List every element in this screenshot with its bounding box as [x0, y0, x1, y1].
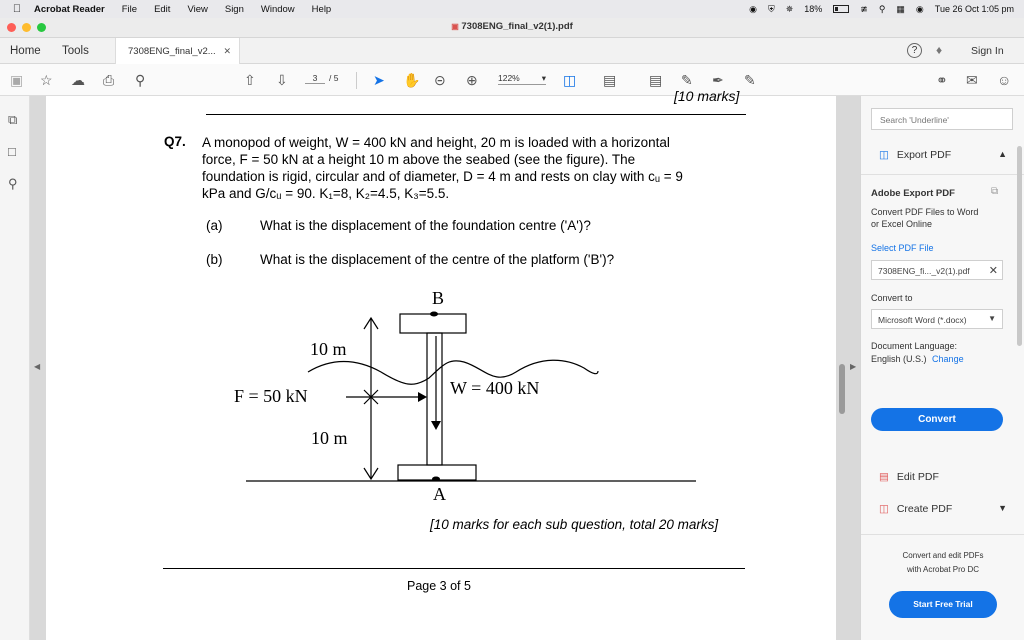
hand-tool-icon[interactable]: ✋ — [403, 72, 421, 88]
figure-label-b: B — [432, 288, 445, 308]
convert-button[interactable]: Convert — [871, 408, 1003, 431]
marks-note: [10 marks for each sub question, total 20 marks] — [430, 517, 719, 532]
draw-icon[interactable]: ✒ — [712, 72, 724, 88]
clock-datetime[interactable]: Tue 26 Oct 1:05 pm — [934, 4, 1014, 14]
edit-pdf-label: Edit PDF — [896, 471, 939, 483]
sign-in-link[interactable]: Sign In — [971, 45, 1004, 57]
adobe-export-title: Adobe Export PDF — [871, 188, 955, 199]
bookmark-star-icon[interactable]: ☆ — [40, 72, 53, 88]
battery-percent: 18% — [804, 4, 823, 14]
tab-tools[interactable]: Tools — [62, 45, 89, 57]
collapse-left-panel-icon[interactable]: ◀ — [34, 362, 41, 371]
convert-to-value: Microsoft Word (*.docx) — [878, 315, 967, 325]
zoom-level-value: 122% — [498, 73, 520, 83]
tab-home[interactable]: Home — [10, 45, 41, 57]
document-viewer[interactable] — [30, 88, 860, 640]
left-rail — [0, 96, 30, 640]
convert-to-select[interactable] — [871, 309, 1003, 329]
figure-upper-height: 10 m — [310, 339, 347, 359]
apple-menu-icon[interactable] — [0, 3, 34, 15]
promo-divider — [861, 534, 1024, 535]
force-arrowhead — [418, 392, 427, 402]
sub-question-b-label: (b) — [206, 252, 223, 267]
wifi-icon[interactable]: ≇ — [860, 3, 868, 14]
remove-file-icon[interactable]: ✕ — [988, 265, 998, 277]
promo-line-2: with Acrobat Pro DC — [906, 565, 980, 574]
close-tab-icon[interactable]: ✕ — [223, 45, 231, 56]
main-toolbar — [0, 64, 1024, 96]
toolbar-divider — [356, 72, 357, 89]
menu-help[interactable]: Help — [311, 3, 332, 15]
total-pages: / 5 — [329, 73, 339, 83]
convert-description-1: Convert PDF Files to Word — [871, 207, 979, 217]
search-tools-input[interactable] — [871, 108, 1013, 130]
page-fit-icon[interactable]: ◫ — [563, 72, 577, 88]
bluetooth-icon[interactable]: ✵ — [785, 3, 794, 14]
sub-question-a-label: (a) — [206, 218, 223, 233]
siri-icon[interactable]: ◉ — [915, 3, 924, 14]
pdf-file-icon: ▣ — [451, 22, 459, 31]
zoom-search-icon[interactable]: ⚲ — [135, 72, 146, 88]
window-titlebar — [0, 18, 1024, 38]
edit-pdf-icon: ▤ — [879, 471, 889, 483]
export-info-icon: ⧉ — [991, 186, 999, 197]
zoom-level-select[interactable] — [498, 73, 546, 85]
menu-edit[interactable]: Edit — [154, 3, 171, 15]
monopod-figure — [46, 96, 836, 516]
question-line-2: force, F = 50 kN at a height 10 m above the seabed (see the figure). The — [202, 152, 636, 167]
figure-lower-height: 10 m — [311, 428, 348, 448]
point-b-marker — [430, 312, 438, 317]
convert-to-label: Convert to — [871, 293, 913, 303]
page-footer: Page 3 of 5 — [407, 579, 471, 593]
comment-icon[interactable]: ▤ — [649, 72, 663, 88]
bookmarks-icon[interactable]: □ — [8, 144, 16, 159]
point-a-marker — [432, 477, 440, 482]
attachments-icon[interactable]: ⚲ — [8, 176, 18, 191]
share-link-icon[interactable]: ⚭ — [936, 72, 948, 88]
vertical-scrollbar-thumb[interactable] — [839, 364, 845, 414]
figure-weight-label: W = 400 kN — [450, 378, 540, 398]
window-title: ▣ 7308ENG_final_v2(1).pdf — [451, 21, 573, 32]
menu-app-name[interactable]: Acrobat Reader — [34, 3, 105, 15]
zoom-out-icon[interactable]: ⊝ — [434, 72, 446, 88]
export-pdf-header[interactable] — [879, 149, 1007, 165]
monopod-column — [427, 333, 442, 465]
previous-question-marks: [10 marks] — [674, 88, 740, 104]
chevron-down-icon: ▼ — [998, 503, 1007, 513]
question-number: Q7. — [164, 134, 186, 149]
create-pdf-label: Create PDF — [896, 503, 953, 515]
tab-document-label: 7308ENG_final_v2... — [128, 45, 216, 57]
select-pdf-file-link[interactable]: Select PDF File — [871, 243, 934, 253]
highlight-pen-icon[interactable]: ✎ — [681, 72, 693, 88]
menu-file[interactable]: File — [121, 3, 138, 15]
search-tools-placeholder: Search 'Underline' — [880, 115, 949, 125]
zoom-in-icon[interactable]: ⊕ — [466, 72, 478, 88]
tools-sidebar — [860, 96, 1024, 640]
spotlight-search-icon[interactable]: ⚲ — [878, 3, 886, 14]
control-center-icon[interactable]: ▦ — [896, 3, 905, 14]
edit-pdf-tool[interactable] — [879, 471, 939, 483]
figure-label-a: A — [433, 484, 446, 504]
language-name: English (U.S.) — [871, 354, 927, 364]
platform-block — [400, 314, 466, 333]
document-language-label: Document Language: — [871, 341, 958, 351]
save-icon[interactable]: ▣ — [10, 72, 24, 88]
help-icon[interactable]: ? — [907, 43, 922, 58]
question-line-4: kPa and G/cᵤ = 90. K₁=8, K₂=4.5, K₃=5.5. — [202, 186, 450, 201]
previous-page-icon[interactable]: ⇧ — [244, 72, 256, 88]
cloud-upload-icon[interactable]: ☁ — [71, 72, 85, 88]
chevron-down-icon: ▾ — [541, 73, 546, 83]
battery-icon[interactable] — [833, 5, 849, 13]
promo-line-1: Convert and edit PDFs — [902, 551, 984, 560]
menu-window[interactable]: Window — [260, 3, 295, 15]
tab-bar — [0, 38, 1024, 64]
footer-rule — [163, 568, 745, 569]
create-pdf-icon: ◫ — [879, 503, 889, 515]
expand-right-panel-icon[interactable]: ▶ — [850, 362, 857, 371]
sidebar-scrollbar-thumb[interactable] — [1017, 146, 1022, 346]
current-page-input[interactable]: 3 — [305, 73, 325, 84]
question-line-1: A monopod of weight, W = 400 kN and height, 20 m is loaded with a horizontal — [202, 135, 670, 150]
export-pdf-icon: ◫ — [879, 149, 889, 161]
add-user-icon[interactable]: ☺ — [997, 72, 1012, 88]
menu-view[interactable]: View — [187, 3, 208, 15]
scroll-mode-icon[interactable]: ▤ — [603, 72, 617, 88]
shield-icon[interactable]: ⛨ — [767, 3, 775, 14]
sub-question-a-text: What is the displacement of the foundation centre ('A')? — [260, 218, 591, 233]
document-language-value — [871, 354, 964, 364]
tab-document[interactable] — [115, 38, 240, 64]
question-line-3: foundation is rigid, circular and of diameter, D = 4 m and rests on clay with cᵤ = 9 — [202, 169, 683, 184]
creative-cloud-icon[interactable]: ◉ — [749, 3, 757, 14]
email-icon[interactable]: ✉ — [966, 72, 978, 88]
convert-description-2: or Excel Online — [871, 219, 933, 229]
create-pdf-tool[interactable] — [879, 503, 1007, 515]
chevron-down-icon: ▼ — [988, 314, 996, 323]
figure-force-label: F = 50 kN — [234, 386, 308, 406]
start-free-trial-button[interactable]: Start Free Trial — [889, 591, 997, 618]
sub-question-b-text: What is the displacement of the centre of the platform ('B')? — [260, 252, 615, 267]
weight-arrowhead — [431, 421, 441, 430]
selected-file-field[interactable] — [871, 260, 1003, 280]
pdf-page — [46, 88, 836, 640]
selected-file-name: 7308ENG_fi..._v2(1).pdf — [878, 266, 970, 276]
print-icon[interactable]: ⎙ — [103, 72, 115, 88]
notifications-bell-icon[interactable]: ♦ — [936, 43, 943, 57]
page-thumbnails-icon[interactable]: ⧉ — [8, 112, 18, 127]
chevron-up-icon: ▲ — [998, 149, 1007, 159]
fill-sign-icon[interactable]: ✎ — [744, 72, 756, 88]
next-page-icon[interactable]: ⇩ — [276, 72, 288, 88]
select-cursor-icon[interactable]: ➤ — [373, 72, 385, 88]
export-pdf-label: Export PDF — [896, 149, 952, 161]
change-language-link[interactable]: Change — [932, 354, 964, 364]
macos-menubar — [0, 0, 1024, 18]
menu-sign[interactable]: Sign — [224, 3, 244, 15]
export-panel-divider — [861, 174, 1024, 175]
